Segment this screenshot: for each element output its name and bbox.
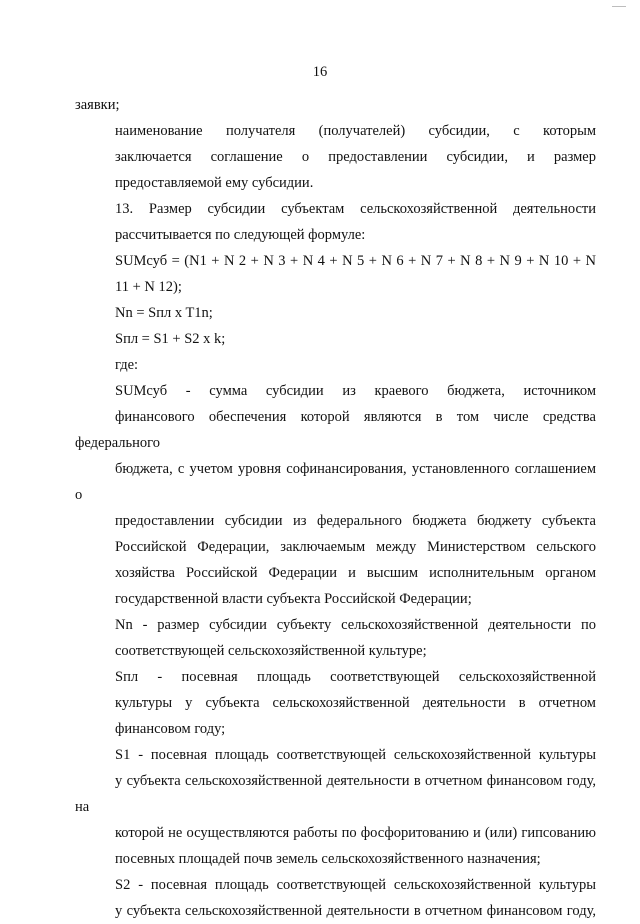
text-line: заключается соглашение о предоставлении субсидии, и размер [115,149,596,165]
definition-sum-subsidy [75,378,596,612]
definition-s2 [75,872,596,924]
text-line: SUMсуб = (N1 + N 2 + N 3 + N 4 + N 5 + N 6 + N 7 + N 8 + N 9 + N 10 + N [115,253,596,269]
text-line: хозяйства Российской Федерации и высшим исполнительным органом [115,565,596,581]
text-line: S2 - посевная площадь соответствующей сельскохозяйственной культуры [115,877,596,893]
text-line: рассчитывается по следующей формуле: [115,227,366,243]
text-line: SUMсуб - сумма субсидии из краевого бюджета, источником [115,383,596,399]
text-line: государственной власти субъекта Российской Федерации; [115,591,472,607]
text-line: культуры у субъекта сельскохозяйственной деятельности в отчетном [115,695,596,711]
definition-spl [75,664,596,742]
paragraph-where [75,352,596,378]
page-number: 16 [312,64,328,80]
text-line: Sпл - посевная площадь соответствующей сельскохозяйственной [115,669,596,685]
text-line: финансового обеспечения которой являются в том числе средства федерального [75,409,596,451]
text-line: у субъекта сельскохозяйственной деятельности в отчетном финансовом году, [115,903,596,919]
text-line: Российской Федерации, заключаемым между Министерством сельского [115,539,596,555]
text-line: которой не осуществляются работы по фосфоритованию и (или) гипсованию [115,825,596,841]
definition-s1 [75,742,596,872]
formula-nn [75,300,596,326]
text-line: 13. Размер субсидии субъектам сельскохозяйственной деятельности [115,201,596,217]
text-line: бюджета, с учетом уровня софинансирования, установленного соглашением о [75,461,596,503]
text-line: финансовом году; [115,721,226,737]
text-line: Nn = Sпл x T1n; [115,305,213,321]
text-line: соответствующей сельскохозяйственной культуре; [115,643,427,659]
formula-sum-subsidy [75,248,596,300]
paragraph-recipient-name [75,118,596,196]
text-line: заявки; [75,97,120,113]
text-line: S1 - посевная площадь соответствующей сельскохозяйственной культуры [115,747,596,763]
text-line: где: [115,357,139,373]
text-line: Nn - размер субсидии субъекту сельскохозяйственной деятельности по [115,617,596,633]
text-line: наименование получателя (получателей) субсидии, с которым [115,123,596,139]
text-line: предоставлении субсидии из федерального бюджета бюджету субъекта [115,513,596,529]
text-line: 11 + N 12); [115,279,182,295]
definition-nn [75,612,596,664]
corner-mark [612,6,626,7]
text-line: посевных площадей почв земель сельскохозяйственного назначения; [115,851,541,867]
formula-spl [75,326,596,352]
document-body [75,92,596,924]
paragraph-13-subsidy-size [75,196,596,248]
text-line: Sпл = S1 + S2 x k; [115,331,226,347]
paragraph-zayavki [75,92,596,118]
text-line: предоставляемой ему субсидии. [115,175,314,191]
text-line: у субъекта сельскохозяйственной деятельности в отчетном финансовом году, на [75,773,596,815]
